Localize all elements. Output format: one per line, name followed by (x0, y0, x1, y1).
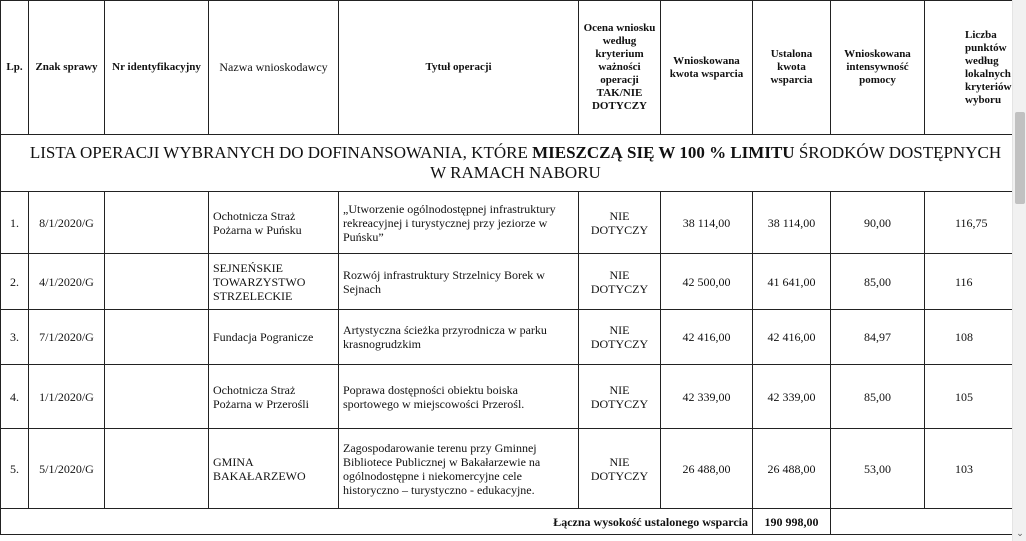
header-punkty: Liczba punktów według lokalnych kryteriów wyboru (925, 1, 1013, 135)
cell-wnioskowana: 38 114,00 (661, 192, 753, 254)
cell-tytul: Artystyczna ścieżka przyrodnicza w parku krasnogrudzkim (339, 310, 579, 365)
cell-ocena: NIE DOTYCZY (579, 192, 661, 254)
cell-punkty: 116 (925, 254, 1013, 310)
cell-ocena: NIE DOTYCZY (579, 310, 661, 365)
cell-wnioskowana: 26 488,00 (661, 429, 753, 509)
cell-ocena: NIE DOTYCZY (579, 254, 661, 310)
cell-punkty: 108 (925, 310, 1013, 365)
table-row (1, 192, 1013, 254)
table-row (1, 310, 1013, 365)
cell-nr (105, 429, 209, 509)
cell-nr (105, 365, 209, 429)
vertical-scrollbar[interactable] (1012, 0, 1026, 541)
table-row (1, 254, 1013, 310)
cell-tytul: Zagospodarowanie terenu przy Gminnej Bibliotece Publicznej w Bakałarzewie na ogólnodostępne i niekomercyjne cele historyczno – turystyczno - edukacyjne. (339, 429, 579, 509)
cell-intensywnosc: 53,00 (831, 429, 925, 509)
cell-intensywnosc: 85,00 (831, 365, 925, 429)
total-row (1, 509, 1013, 535)
cell-wnioskowana: 42 339,00 (661, 365, 753, 429)
cell-nazwa: GMINA BAKAŁARZEWO (209, 429, 339, 509)
cell-znak: 4/1/2020/G (29, 254, 105, 310)
cell-intensywnosc: 90,00 (831, 192, 925, 254)
cell-lp: 1. (1, 192, 29, 254)
cell-ustalona: 26 488,00 (753, 429, 831, 509)
cell-nazwa: Ochotnicza Straż Pożarna w Przerośli (209, 365, 339, 429)
cell-punkty: 105 (925, 365, 1013, 429)
cell-ustalona: 41 641,00 (753, 254, 831, 310)
section-title (1, 135, 1013, 192)
header-wnioskowana-kwota: Wnioskowana kwota wsparcia (661, 1, 753, 135)
header-row (1, 1, 1013, 135)
scroll-down-icon[interactable]: ⌄ (1016, 529, 1024, 539)
cell-intensywnosc: 85,00 (831, 254, 925, 310)
cell-tytul: „Utworzenie ogólnodostępnej infrastruktury rekreacyjnej i turystycznej przy jeziorze w Puńsku” (339, 192, 579, 254)
section-title-part1: LISTA OPERACJI WYBRANYCH DO DOFINANSOWANIA, KTÓRE (29, 143, 533, 162)
cell-lp: 5. (1, 429, 29, 509)
cell-intensywnosc: 84,97 (831, 310, 925, 365)
cell-wnioskowana: 42 416,00 (661, 310, 753, 365)
cell-ocena: NIE DOTYCZY (579, 429, 661, 509)
header-lp: Lp. (1, 1, 29, 135)
section-title-part2: MIESZCZĄ SIĘ W 100 % LIMITU (532, 143, 795, 162)
cell-nr (105, 192, 209, 254)
cell-wnioskowana: 42 500,00 (661, 254, 753, 310)
cell-znak: 8/1/2020/G (29, 192, 105, 254)
cell-znak: 5/1/2020/G (29, 429, 105, 509)
cell-lp: 4. (1, 365, 29, 429)
scrollbar-thumb[interactable] (1015, 112, 1025, 204)
section-title-line2: W RAMACH NABORU (430, 163, 601, 182)
header-ocena: Ocena wniosku według kryterium ważności operacji TAK/NIE DOTYCZY (579, 1, 661, 135)
cell-nazwa: Fundacja Pogranicze (209, 310, 339, 365)
cell-punkty: 116,75 (925, 192, 1013, 254)
cell-znak: 7/1/2020/G (29, 310, 105, 365)
cell-nr (105, 254, 209, 310)
cell-znak: 1/1/2020/G (29, 365, 105, 429)
cell-nazwa: SEJNEŃSKIE TOWARZYSTWO STRZELECKIE (209, 254, 339, 310)
total-empty (831, 509, 1013, 535)
header-ustalona-kwota: Ustalona kwota wsparcia (753, 1, 831, 135)
cell-ustalona: 42 339,00 (753, 365, 831, 429)
cell-ocena: NIE DOTYCZY (579, 365, 661, 429)
cell-ustalona: 42 416,00 (753, 310, 831, 365)
cell-ustalona: 38 114,00 (753, 192, 831, 254)
cell-punkty: 103 (925, 429, 1013, 509)
table-row (1, 365, 1013, 429)
header-nr: Nr identyfikacyjny (105, 1, 209, 135)
header-intensywnosc: Wnioskowana intensywność pomocy (831, 1, 925, 135)
cell-lp: 2. (1, 254, 29, 310)
cell-nazwa: Ochotnicza Straż Pożarna w Puńsku (209, 192, 339, 254)
header-tytul: Tytuł operacji (339, 1, 579, 135)
cell-tytul: Rozwój infrastruktury Strzelnicy Borek w Sejnach (339, 254, 579, 310)
header-nazwa: Nazwa wnioskodawcy (209, 1, 339, 135)
section-title-row (1, 135, 1013, 192)
total-label: Łączna wysokość ustalonego wsparcia (1, 509, 753, 535)
total-value: 190 998,00 (753, 509, 831, 535)
cell-tytul: Poprawa dostępności obiektu boiska sportowego w miejscowości Przerośl. (339, 365, 579, 429)
table-row (1, 429, 1013, 509)
header-znak: Znak sprawy (29, 1, 105, 135)
cell-nr (105, 310, 209, 365)
cell-lp: 3. (1, 310, 29, 365)
section-title-part3: ŚRODKÓW DOSTĘPNYCH (794, 143, 1002, 162)
